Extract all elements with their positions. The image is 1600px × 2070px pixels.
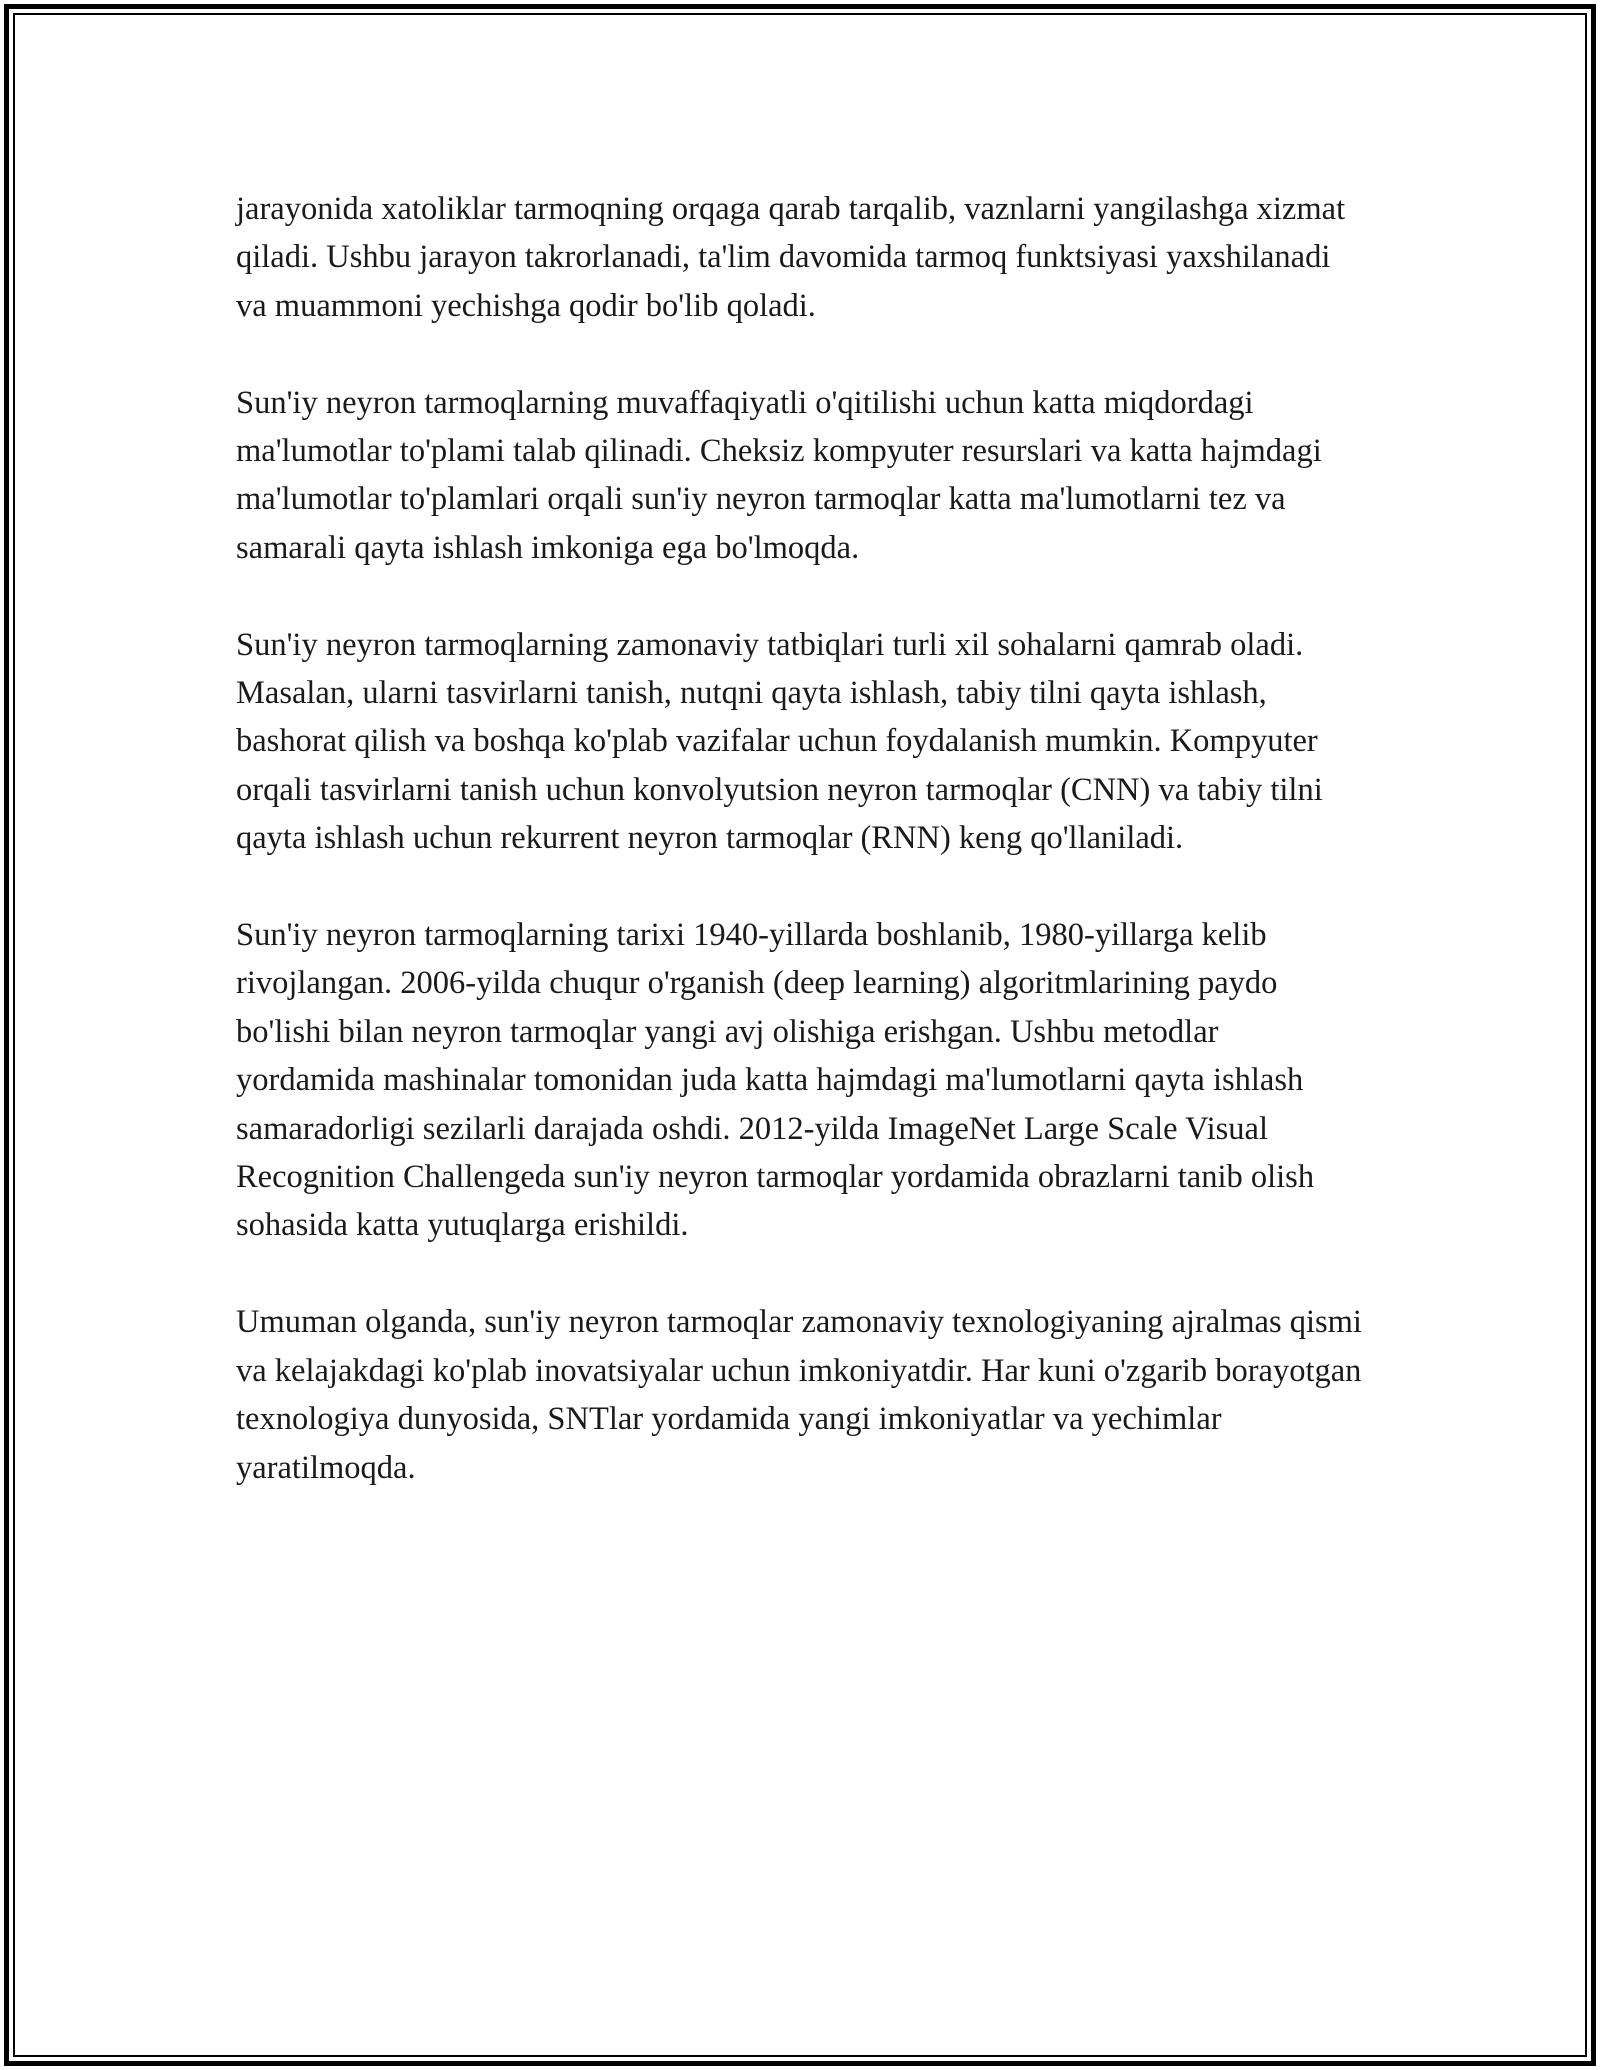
document-body: [236, 185, 1364, 1540]
paragraph: Umuman olganda, sun'iy neyron tarmoqlar zamonaviy texnologiyaning ajralmas qismi va kelajakdagi ko'plab inovatsiyalar uchun imkoniyatdir. Har kuni o'zgarib borayotgan texnologiya dunyosida, SNTlar yordamida yangi imkoniyatlar va yechimlar yaratilmoqda.: [236, 1304, 1362, 1486]
paragraph: Sun'iy neyron tarmoqlarning zamonaviy tatbiqlari turli xil sohalarni qamrab oladi. Masalan, ularni tasvirlarni tanish, nutqni qayta ishlash, tabiy tilni qayta ishlash, bashorat qilish va boshqa ko'plab vazifalar uchun foydalanish mumkin. Kompyuter orqali tasvirlarni tanish uchun konvolyutsion neyron tarmoqlar (CNN) va tabiy tilni qayta ishlash uchun rekurrent neyron tarmoqlar (RNN) keng qo'llaniladi.: [236, 626, 1323, 857]
paragraph: jarayonida xatoliklar tarmoqning orqaga qarab tarqalib, vaznlarni yangilashga xizmat qiladi. Ushbu jarayon takrorlanadi, ta'lim davomida tarmoq funktsiyasi yaxshilanadi va muammoni yechishga qodir bo'lib qoladi.: [236, 191, 1346, 324]
paragraph: Sun'iy neyron tarmoqlarning muvaffaqiyatli o'qitilishi uchun katta miqdordagi ma'lumotlar to'plami talab qilinadi. Cheksiz kompyuter resurslari va katta hajmdagi ma'lumotlar to'plamlari orqali sun'iy neyron tarmoqlar katta ma'lumotlarni tez va samarali qayta ishlash imkoniga ega bo'lmoqda.: [236, 384, 1322, 566]
paragraph: Sun'iy neyron tarmoqlarning tarixi 1940-yillarda boshlanib, 1980-yillarga kelib rivojlangan. 2006-yilda chuqur o'rganish (deep learning) algoritmlarining paydo bo'lishi bilan neyron tarmoqlar yangi avj olishiga erishgan. Ushbu metodlar yordamida mashinalar tomonidan juda katta hajmdagi ma'lumotlarni qayta ishlash samaradorligi sezilarli darajada oshdi. 2012-yilda ImageNet Large Scale Visual Recognition Challengeda sun'iy neyron tarmoqlar yordamida obrazlarni tanib olish sohasida katta yutuqlarga erishildi.: [236, 917, 1315, 1244]
